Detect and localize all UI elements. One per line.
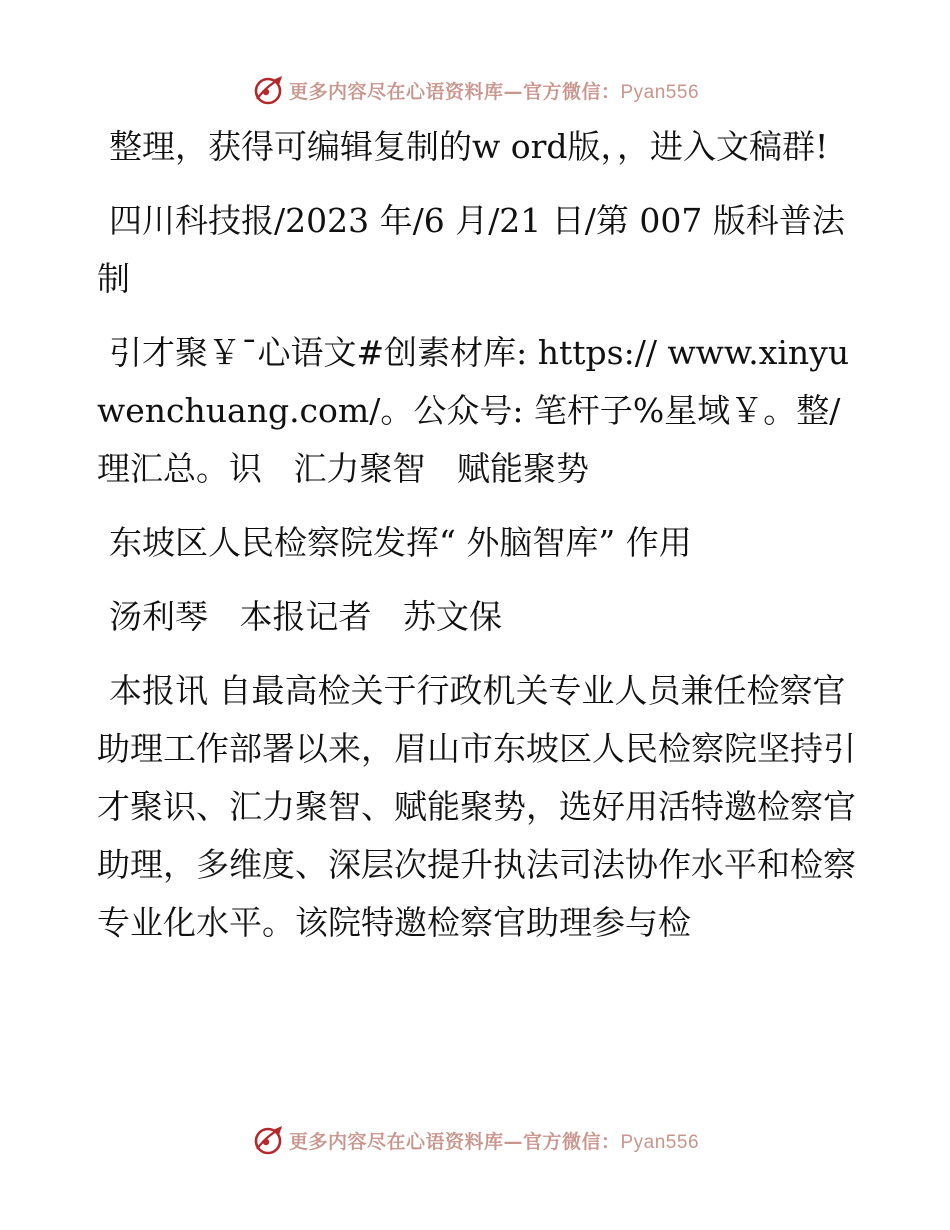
footer-banner-inner [251,1123,699,1157]
header-banner-id: Pyan556 [620,81,700,103]
promo-paragraph: 引才聚￥¯心语文#创素材库: https:// www.xinyuwenchuang.com/。公众号: 笔杆子%星域￥。整/理汇总。识 汇力聚智 赋能聚势 [97,333,850,488]
pen-nib-logo-icon [251,1123,285,1157]
intro-paragraph: 整理，获得可编辑复制的w ord版，，进入文稿群! [109,127,829,166]
header-banner-text [289,77,699,104]
footer-banner [0,1120,950,1160]
source-line: 四川科技报/2023 年/6 月/21 日/第 007 版科普法制 [97,201,845,298]
header-banner-inner [251,73,699,107]
article-title: 东坡区人民检察院发挥“ 外脑智库” 作用 [109,523,692,562]
header-banner-label: 更多内容尽在心语资料库—官方微信： [288,80,621,103]
pen-nib-logo-icon [251,73,285,107]
footer-banner-label: 更多内容尽在心语资料库—官方微信： [288,1130,621,1153]
article-body-paragraph: 本报讯 自最高检关于行政机关专业人员兼任检察官助理工作部署以来，眉山市东坡区人民检察院坚持引才聚识、汇力聚智、赋能聚势，选好用活特邀检察官助理，多维度、深层次提升执法司法协作水平和检察专业化水平。该院特邀检察官助理参与检 [97,671,856,942]
document-body [97,118,857,952]
footer-banner-text [289,1127,699,1154]
byline: 汤利琴 本报记者 苏文保 [109,597,502,636]
footer-banner-id: Pyan556 [620,1131,700,1153]
header-banner [0,70,950,110]
